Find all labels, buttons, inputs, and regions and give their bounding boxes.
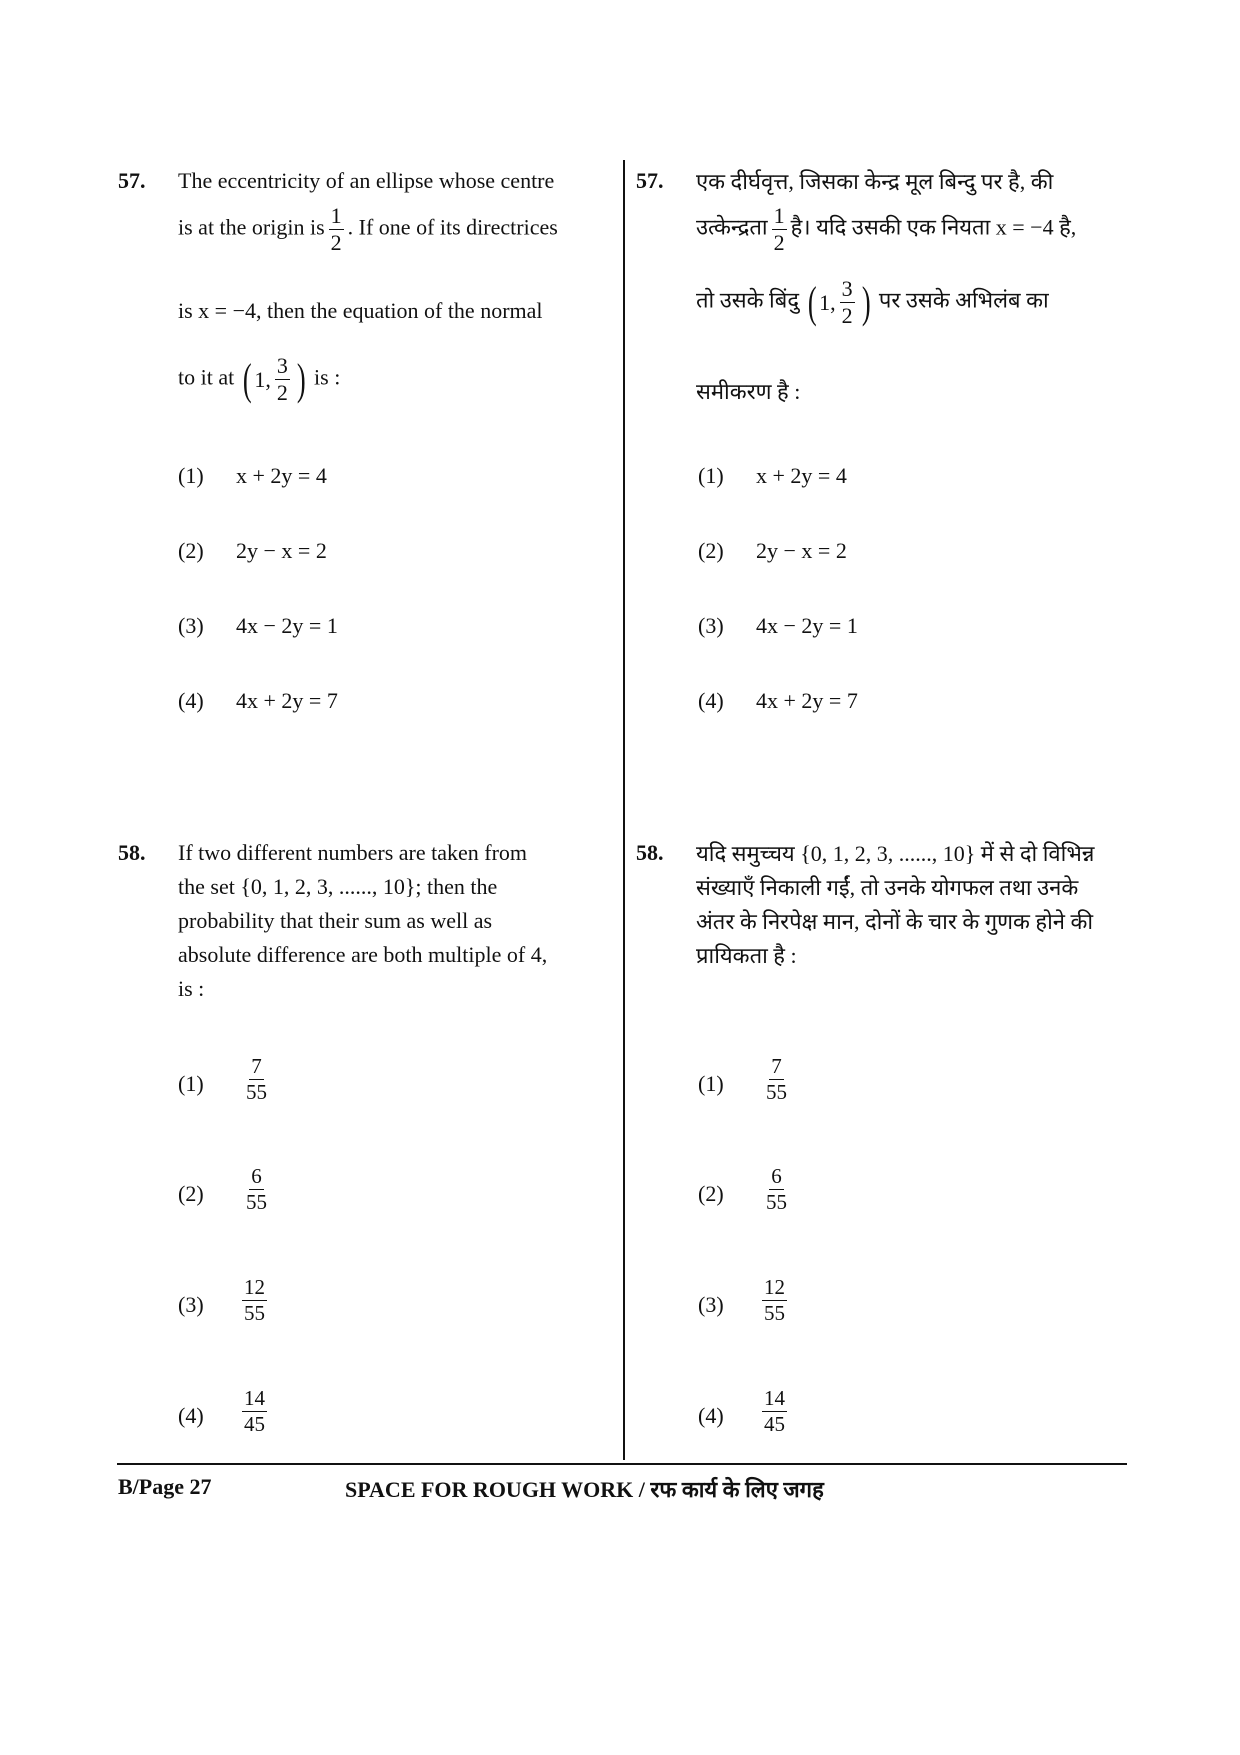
q58-hi-opt4-num: 14 — [764, 1386, 785, 1410]
q58-hi-opt3 — [758, 1277, 791, 1324]
eccentricity-fraction — [329, 205, 344, 254]
q58-hi-line3: अंतर के निरपेक्ष मान, दोनों के चार के गुणक होने की — [696, 909, 1094, 934]
q58-en-opt1-num: 7 — [251, 1054, 262, 1078]
ecc-num: 1 — [330, 203, 342, 228]
q57-hi-line2 — [696, 205, 1076, 254]
q58-en-opt3-num: 12 — [244, 1275, 265, 1299]
q58-en-opt4 — [238, 1388, 271, 1435]
q58-hi-line4: प्रायिकता है : — [696, 943, 797, 968]
q58-en-line2: the set {0, 1, 2, 3, ......, 10}; then the — [178, 874, 498, 899]
q57-number-hi: 57. — [636, 168, 664, 193]
q58-en-opt3-label: (3) — [178, 1292, 204, 1317]
q58-hi-opt1 — [760, 1056, 793, 1103]
q58-hi-opt1-num: 7 — [771, 1054, 782, 1078]
q58-hi-opt1-label: (1) — [698, 1071, 724, 1096]
q57-hi-opt3: 4x − 2y = 1 — [756, 613, 858, 638]
footer-rule — [117, 1463, 1127, 1465]
q57-hi-line4: समीकरण है : — [696, 379, 801, 404]
q58-en-opt3-den: 55 — [244, 1301, 265, 1325]
column-divider — [623, 160, 625, 1460]
q58-en-opt4-label: (4) — [178, 1403, 204, 1428]
q57-en-line3: is x = −4, then the equation of the normal — [178, 298, 543, 323]
q57-en-opt3-label: (3) — [178, 613, 204, 638]
q58-en-line3: probability that their sum as well as — [178, 908, 493, 933]
q57-en-opt2: 2y − x = 2 — [236, 538, 327, 563]
q57-hi-line2-pre: उत्केन्द्रता — [696, 214, 768, 240]
q58-hi-opt3-den: 55 — [764, 1301, 785, 1325]
q58-hi-opt3-label: (3) — [698, 1292, 724, 1317]
ecc-den: 2 — [330, 230, 342, 255]
q57-en-line4-pre: to it at — [178, 364, 235, 390]
q57-hi-opt4: 4x + 2y = 7 — [756, 688, 858, 713]
q57-hi-opt4-label: (4) — [698, 688, 724, 713]
q58-hi-opt1-den: 55 — [766, 1080, 787, 1104]
q58-hi-opt2 — [760, 1166, 793, 1213]
q58-en-opt1-label: (1) — [178, 1071, 204, 1096]
q57-en-line2-post: . If one of its directrices — [347, 214, 558, 240]
q57-en-line2 — [178, 205, 558, 254]
q57-hi-line1: एक दीर्घवृत्त, जिसका केन्द्र मूल बिन्दु पर है, की — [696, 169, 1054, 194]
page-number: B/Page 27 — [118, 1474, 212, 1499]
point-hi: ( 1, $\frac{3}{2}$ ) — [807, 276, 871, 328]
q57-en-line4 — [178, 355, 340, 404]
point-x: 1, — [254, 366, 271, 392]
eccentricity-fraction-hi — [772, 205, 787, 254]
point-den-hi: 2 — [841, 303, 853, 328]
q57-en-opt3: 4x − 2y = 1 — [236, 613, 338, 638]
q58-en-opt3 — [238, 1277, 271, 1324]
q57-en-opt4-label: (4) — [178, 688, 204, 713]
q57-hi-line3-pre: तो उसके बिंदु — [696, 287, 800, 313]
q57-en-line4-post: is : — [314, 364, 341, 390]
q57-en-line2-pre: is at the origin is — [178, 214, 325, 240]
q57-en-opt1: x + 2y = 4 — [236, 463, 327, 488]
q58-en-opt1 — [240, 1056, 273, 1103]
q58-hi-line2: संख्याएँ निकाली गईं, तो उनके योगफल तथा उनके — [696, 875, 1079, 900]
q58-en-opt4-den: 45 — [244, 1412, 265, 1436]
point-num: 3 — [276, 353, 288, 378]
q57-hi-opt3-label: (3) — [698, 613, 724, 638]
q57-en-opt1-label: (1) — [178, 463, 204, 488]
q57-en-line1: The eccentricity of an ellipse whose centre — [178, 168, 555, 193]
q58-hi-opt4 — [758, 1388, 791, 1435]
rough-work-label: SPACE FOR ROUGH WORK / रफ कार्य के लिए जगह — [345, 1477, 824, 1502]
q58-en-opt2-label: (2) — [178, 1181, 204, 1206]
ecc-num-hi: 1 — [773, 203, 785, 228]
q58-en-opt2-num: 6 — [251, 1164, 262, 1188]
point-num-hi: 3 — [841, 276, 853, 301]
point-en: ( 1, $\frac{3}{2}$ ) — [242, 353, 306, 405]
q58-en-opt2 — [240, 1166, 273, 1213]
q57-hi-line3 — [696, 278, 1049, 327]
q57-hi-opt2-label: (2) — [698, 538, 724, 563]
ecc-den-hi: 2 — [773, 230, 785, 255]
q58-en-opt1-den: 55 — [246, 1080, 267, 1104]
point-den: 2 — [276, 380, 288, 405]
q58-en-line1: If two different numbers are taken from — [178, 840, 528, 865]
q58-hi-opt2-den: 55 — [766, 1190, 787, 1214]
q57-en-opt4: 4x + 2y = 7 — [236, 688, 338, 713]
q58-en-opt4-num: 14 — [244, 1386, 265, 1410]
q58-hi-opt2-num: 6 — [771, 1164, 782, 1188]
q58-en-line5: is : — [178, 976, 205, 1001]
q57-number-en: 57. — [118, 168, 146, 193]
q57-hi-line2-post: है। यदि उसकी एक नियता x = −4 है, — [790, 214, 1077, 240]
q58-hi-line1: यदि समुच्चय {0, 1, 2, 3, ......, 10} में से दो विभिन्न — [696, 841, 1095, 866]
q57-en-opt2-label: (2) — [178, 538, 204, 563]
q57-hi-opt2: 2y − x = 2 — [756, 538, 847, 563]
q58-hi-opt4-label: (4) — [698, 1403, 724, 1428]
q58-number-en: 58. — [118, 840, 146, 865]
q57-hi-opt1-label: (1) — [698, 463, 724, 488]
q58-en-opt2-den: 55 — [246, 1190, 267, 1214]
q58-hi-opt3-num: 12 — [764, 1275, 785, 1299]
q58-number-hi: 58. — [636, 840, 664, 865]
q57-hi-opt1: x + 2y = 4 — [756, 463, 847, 488]
q58-hi-opt2-label: (2) — [698, 1181, 724, 1206]
point-x-hi: 1, — [819, 289, 836, 315]
q58-hi-opt4-den: 45 — [764, 1412, 785, 1436]
q58-en-line4: absolute difference are both multiple of 4, — [178, 942, 548, 967]
q57-hi-line3-post: पर उसके अभिलंब का — [878, 287, 1049, 313]
